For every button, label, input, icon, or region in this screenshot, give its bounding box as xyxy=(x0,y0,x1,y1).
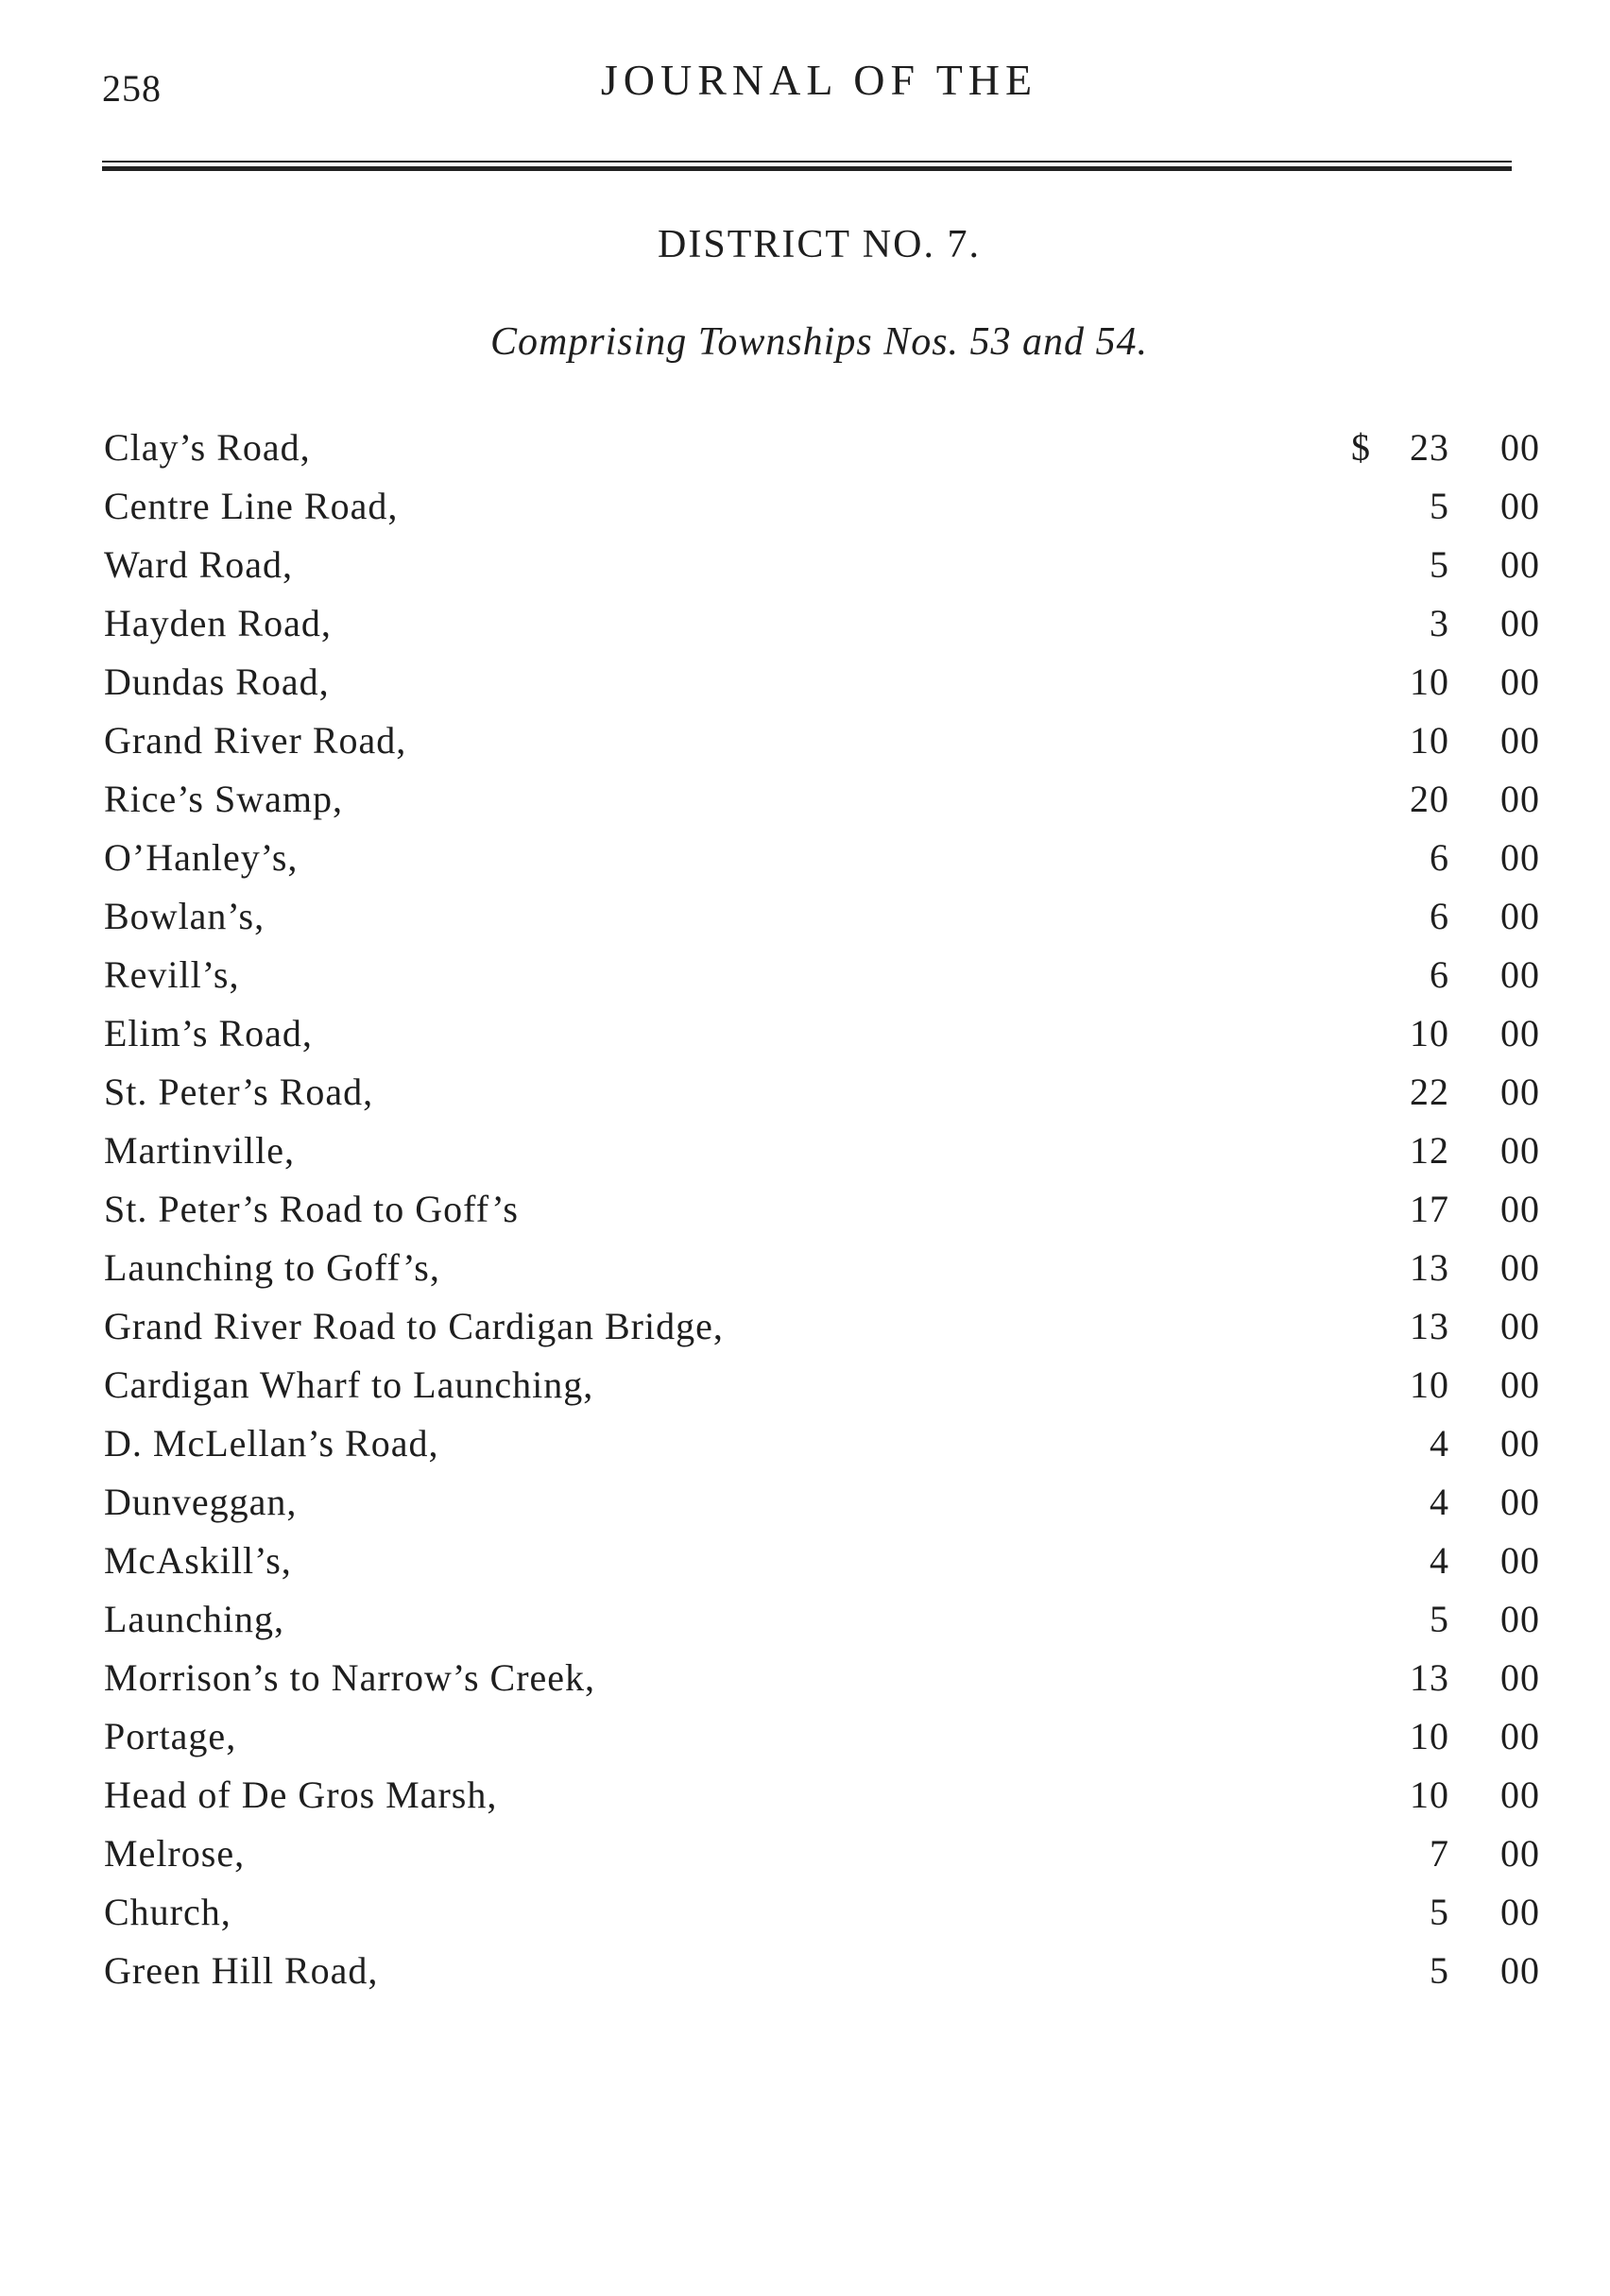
amount-dollars: 10 xyxy=(1410,1363,1449,1406)
list-item xyxy=(104,952,1540,1011)
list-item xyxy=(104,894,1540,952)
amount-cents: 00 xyxy=(1500,1832,1540,1875)
district-title: DISTRICT NO. 7. xyxy=(658,223,981,266)
list-item xyxy=(104,425,1540,484)
amount-dollars: 13 xyxy=(1410,1246,1449,1289)
amount-dollars: 17 xyxy=(1410,1188,1449,1230)
amount-dollars: 10 xyxy=(1410,660,1449,703)
list-item xyxy=(104,1948,1540,2007)
amount-dollars: 6 xyxy=(1430,836,1449,879)
road-name: O’Hanley’s, xyxy=(104,836,299,879)
road-name: Grand River Road, xyxy=(104,719,407,762)
amount-dollars: 5 xyxy=(1430,543,1449,586)
list-item xyxy=(104,1421,1540,1480)
list-item xyxy=(104,1714,1540,1773)
amount-cents: 00 xyxy=(1500,1012,1540,1054)
list-item xyxy=(104,835,1540,894)
amount-dollars: 6 xyxy=(1430,895,1449,937)
road-name: Portage, xyxy=(104,1715,237,1757)
amount-cents: 00 xyxy=(1500,895,1540,937)
road-name: Dundas Road, xyxy=(104,660,330,703)
amount-cents: 00 xyxy=(1500,1188,1540,1230)
amount-dollars: 12 xyxy=(1410,1129,1449,1172)
amount-cents: 00 xyxy=(1500,1246,1540,1289)
road-name: Launching to Goff’s, xyxy=(104,1246,440,1289)
amount-cents: 00 xyxy=(1500,660,1540,703)
road-name: Dunveggan, xyxy=(104,1481,298,1523)
road-name: Bowlan’s, xyxy=(104,895,265,937)
amount-cents: 00 xyxy=(1500,1363,1540,1406)
list-item xyxy=(104,718,1540,777)
list-item xyxy=(104,1773,1540,1831)
header-rule-thin xyxy=(102,161,1512,163)
amount-cents: 00 xyxy=(1500,485,1540,527)
amount-cents: 00 xyxy=(1500,1773,1540,1816)
amount-cents: 00 xyxy=(1500,953,1540,996)
list-item xyxy=(104,1245,1540,1304)
list-item xyxy=(104,542,1540,601)
road-appropriation-list xyxy=(104,425,1540,2007)
list-item xyxy=(104,1070,1540,1128)
road-name: Melrose, xyxy=(104,1832,246,1875)
list-item xyxy=(104,484,1540,542)
amount-dollars: 23 xyxy=(1410,426,1449,469)
amount-dollars: 5 xyxy=(1430,1598,1449,1640)
road-name: Rice’s Swamp, xyxy=(104,778,343,820)
amount-cents: 00 xyxy=(1500,1071,1540,1113)
road-name: Morrison’s to Narrow’s Creek, xyxy=(104,1656,596,1699)
road-name: Cardigan Wharf to Launching, xyxy=(104,1363,594,1406)
list-item xyxy=(104,1011,1540,1070)
road-name: McAskill’s, xyxy=(104,1539,292,1582)
road-name: Ward Road, xyxy=(104,543,294,586)
amount-dollars: 10 xyxy=(1410,1715,1449,1757)
amount-cents: 00 xyxy=(1500,543,1540,586)
amount-dollars: 3 xyxy=(1430,602,1449,644)
road-name: Green Hill Road, xyxy=(104,1949,379,1992)
amount-dollars: 5 xyxy=(1430,1949,1449,1992)
amount-dollars: 6 xyxy=(1430,953,1449,996)
amount-dollars: 13 xyxy=(1410,1656,1449,1699)
list-item xyxy=(104,1187,1540,1245)
amount-cents: 00 xyxy=(1500,1481,1540,1523)
road-name: Church, xyxy=(104,1891,231,1933)
page-number: 258 xyxy=(102,67,162,110)
amount-cents: 00 xyxy=(1500,602,1540,644)
list-item xyxy=(104,1831,1540,1890)
list-item xyxy=(104,601,1540,660)
amount-cents: 00 xyxy=(1500,1891,1540,1933)
list-item xyxy=(104,1538,1540,1597)
list-item xyxy=(104,1655,1540,1714)
list-item xyxy=(104,1480,1540,1538)
amount-cents: 00 xyxy=(1500,1129,1540,1172)
road-name: Martinville, xyxy=(104,1129,295,1172)
amount-cents: 00 xyxy=(1500,719,1540,762)
amount-cents: 00 xyxy=(1500,1949,1540,1992)
list-item xyxy=(104,1304,1540,1362)
amount-dollars: 13 xyxy=(1410,1305,1449,1347)
road-name: Grand River Road to Cardigan Bridge, xyxy=(104,1305,724,1347)
amount-cents: 00 xyxy=(1500,836,1540,879)
amount-dollars: 10 xyxy=(1410,1012,1449,1054)
amount-dollars: 4 xyxy=(1430,1481,1449,1523)
list-item xyxy=(104,777,1540,835)
amount-dollars: 4 xyxy=(1430,1422,1449,1465)
amount-cents: 00 xyxy=(1500,1539,1540,1582)
road-name: Clay’s Road, xyxy=(104,426,311,469)
district-subtitle: Comprising Townships Nos. 53 and 54. xyxy=(489,320,1149,364)
list-item xyxy=(104,1128,1540,1187)
amount-cents: 00 xyxy=(1500,1656,1540,1699)
road-name: Centre Line Road, xyxy=(104,485,399,527)
currency-symbol: $ xyxy=(1351,426,1371,469)
amount-dollars: 10 xyxy=(1410,1773,1449,1816)
header-rule-thick xyxy=(102,166,1512,171)
header-rule xyxy=(102,161,1512,172)
amount-dollars: 5 xyxy=(1430,485,1449,527)
amount-cents: 00 xyxy=(1500,1305,1540,1347)
amount-dollars: 20 xyxy=(1410,778,1449,820)
road-name: Head of De Gros Marsh, xyxy=(104,1773,498,1816)
road-name: Revill’s, xyxy=(104,953,240,996)
road-name: St. Peter’s Road, xyxy=(104,1071,374,1113)
list-item xyxy=(104,1597,1540,1655)
amount-cents: 00 xyxy=(1500,778,1540,820)
road-name: D. McLellan’s Road, xyxy=(104,1422,439,1465)
amount-dollars: 4 xyxy=(1430,1539,1449,1582)
list-item xyxy=(104,660,1540,718)
amount-cents: 00 xyxy=(1500,426,1540,469)
road-name: Elim’s Road, xyxy=(104,1012,313,1054)
amount-cents: 00 xyxy=(1500,1422,1540,1465)
running-head: JOURNAL OF THE xyxy=(600,56,1038,104)
road-name: Launching, xyxy=(104,1598,285,1640)
amount-dollars: 5 xyxy=(1430,1891,1449,1933)
road-name: Hayden Road, xyxy=(104,602,332,644)
amount-cents: 00 xyxy=(1500,1715,1540,1757)
list-item xyxy=(104,1890,1540,1948)
list-item xyxy=(104,1362,1540,1421)
amount-dollars: 10 xyxy=(1410,719,1449,762)
amount-dollars: 7 xyxy=(1430,1832,1449,1875)
road-name: St. Peter’s Road to Goff’s xyxy=(104,1188,519,1230)
amount-cents: 00 xyxy=(1500,1598,1540,1640)
amount-dollars: 22 xyxy=(1410,1071,1449,1113)
